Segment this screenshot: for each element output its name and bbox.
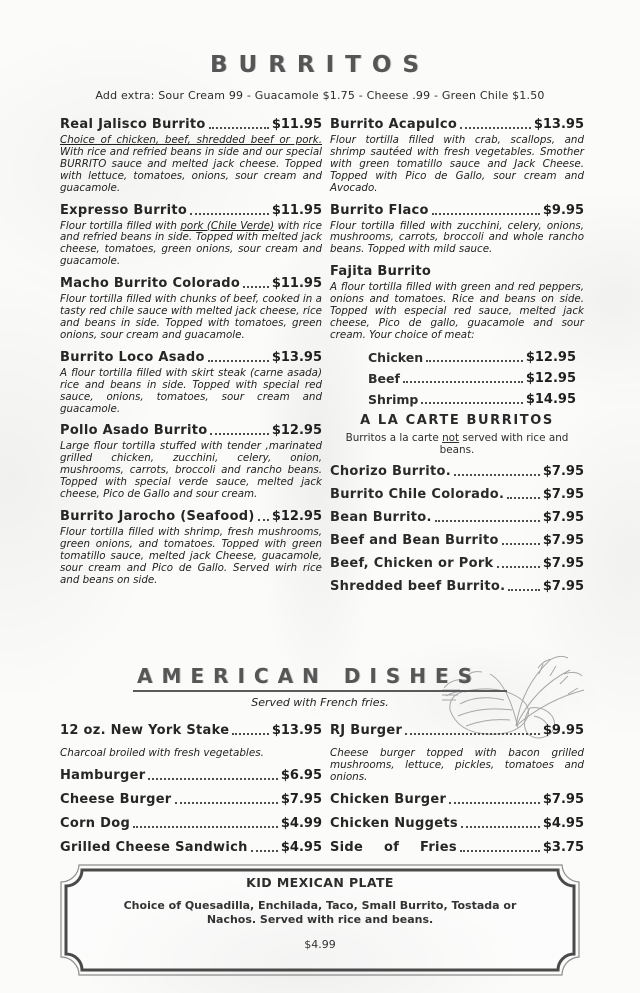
dotted-leader xyxy=(454,474,540,476)
item-name: Shredded beef Burrito. xyxy=(330,579,506,595)
item-name: Burrito Jarocho (Seafood) xyxy=(60,508,255,524)
dotted-leader xyxy=(460,850,540,852)
item-description: A flour tortilla filled with green and red peppers, onions and tomatoes. Rice and beans on side. Topped with especial red sauce, melted jack cheese, Pico de gallo, guacamole and sour cream. Your choice of meat: xyxy=(330,281,584,341)
kid-plate-description: Choice of Quesadilla, Enchilada, Taco, Small Burrito, Tostada or Nachos. Served with rice and beans. xyxy=(123,899,517,926)
item-description: Flour tortilla filled with zucchini, celery, onions, mushrooms, carrots, broccoli and whole rancho beans. Topped with mild sauce. xyxy=(330,219,584,256)
dotted-leader xyxy=(508,589,540,591)
item-name: Cheese Burger xyxy=(60,792,172,807)
dotted-leader xyxy=(258,519,269,521)
item-price: $3.75 xyxy=(542,840,584,855)
alc-item-burrito-chile-colorado xyxy=(330,487,584,502)
menu-item-burrito-acapulco xyxy=(330,117,584,195)
a-la-carte-title: A LA CARTE BURRITOS xyxy=(360,412,554,428)
item-name: Beef, Chicken or Pork xyxy=(330,556,494,572)
underlined-phrase: not xyxy=(442,431,460,444)
item-price: $4.95 xyxy=(280,840,322,855)
menu-item-cheese-burger xyxy=(60,792,322,807)
item-name: Beef and Bean Burrito xyxy=(330,533,499,549)
menu-item-burrito-jarocho xyxy=(60,509,322,587)
item-price: $7.95 xyxy=(542,579,584,595)
menu-item-grilled-cheese-sandwich xyxy=(60,840,322,855)
item-row xyxy=(60,276,322,291)
american-dishes-subtitle: Served with French fries. xyxy=(251,696,389,709)
underlined-phrase: Choice of chicken, beef, shredded beef or pork. xyxy=(60,134,322,146)
option-name: Chicken xyxy=(368,349,424,365)
item-row xyxy=(60,423,322,438)
item-name: Hamburger xyxy=(60,768,146,783)
item-name: Burrito Chile Colorado. xyxy=(330,487,505,503)
item-name: Bean Burrito. xyxy=(330,510,432,526)
alc-item-bean-burrito xyxy=(330,510,584,525)
item-name: Burrito Loco Asado xyxy=(60,349,205,365)
menu-item-burrito-loco-asado xyxy=(60,350,322,416)
item-name: Chorizo Burrito. xyxy=(330,464,451,480)
item-name: Burrito Flaco xyxy=(330,202,429,218)
menu-item-corn-dog xyxy=(60,816,322,831)
item-row xyxy=(330,723,584,738)
option-price: $12.95 xyxy=(525,349,576,365)
dotted-leader xyxy=(232,733,269,735)
alc-item-chorizo-burrito xyxy=(330,464,584,479)
menu-item-side-of-fries xyxy=(330,840,584,855)
item-price: $4.99 xyxy=(280,816,322,831)
item-name: Real Jalisco Burrito xyxy=(60,117,206,132)
description-text: Flour tortilla filled with xyxy=(60,219,181,232)
item-price: $7.95 xyxy=(542,464,584,480)
dotted-leader xyxy=(426,360,523,362)
dotted-leader xyxy=(507,497,540,499)
item-price: $4.95 xyxy=(542,816,584,831)
a-la-carte-note xyxy=(330,433,584,457)
item-price: $7.95 xyxy=(542,533,584,549)
item-description: Flour tortilla filled with chunks of beef, cooked in a tasty red chile sauce with melted jack cheese, rice and beans in side. Topped with tomatoes, green onions, sour cream and guacamole. xyxy=(60,293,322,341)
kid-mexican-plate-box xyxy=(58,862,582,978)
item-row xyxy=(60,350,322,365)
menu-item-fajita-burrito xyxy=(330,264,584,407)
dotted-leader xyxy=(208,360,269,362)
item-description: Large flour tortilla stuffed with tender ,marinated grilled chicken, zucchini, celery, onion, mushrooms, carrots, broccoli and rancho beans. Topped with special verde sauce, melted jack cheese, Pico de Gallo and sour cream. xyxy=(60,440,322,501)
dotted-leader xyxy=(243,286,269,288)
dotted-leader xyxy=(432,213,540,215)
item-price: $13.95 xyxy=(533,117,584,132)
dotted-leader xyxy=(502,543,540,545)
item-price: $7.95 xyxy=(542,792,584,807)
add-extra-note: Add extra: Sour Cream 99 - Guacamole $1.75 - Cheese .99 - Green Chile $1.50 xyxy=(95,89,545,102)
item-name: Pollo Asado Burrito xyxy=(60,423,208,439)
menu-item-pollo-asado-burrito xyxy=(60,423,322,501)
burritos-header xyxy=(0,52,640,102)
menu-item-new-york-stake xyxy=(60,723,322,759)
note-text: served with rice and beans. xyxy=(439,431,569,456)
menu-item-rj-burger xyxy=(330,723,584,783)
dotted-leader xyxy=(405,733,540,735)
american-dishes-section-title: AMERICAN DISHES xyxy=(133,664,507,692)
item-name: Expresso Burrito xyxy=(60,202,188,218)
item-name: Grilled Cheese Sandwich xyxy=(60,840,248,855)
kid-plate-title: KID MEXICAN PLATE xyxy=(246,875,394,890)
option-name: Beef xyxy=(368,370,400,386)
dotted-leader xyxy=(251,850,278,852)
alc-item-beef-chicken-or-pork xyxy=(330,556,584,571)
item-price: $9.95 xyxy=(542,202,584,218)
burritos-section-title: BURRITOS xyxy=(210,52,430,78)
dotted-leader xyxy=(461,826,540,828)
description-text: with rice and refried beans in side. Topped with melted jack cheese, tomatoes, green onions, sour cream and guacamole. xyxy=(60,219,323,268)
item-description: Charcoal broiled with fresh vegetables. xyxy=(60,747,264,759)
item-description: A flour tortilla filled with skirt steak (carne asada) rice and beans in side. Topped with special red sauce, onions, tomatoes, sour cream and guacamole. xyxy=(60,366,322,415)
item-price: $13.95 xyxy=(271,723,322,738)
item-row xyxy=(60,509,322,524)
dotted-leader xyxy=(460,127,531,129)
item-description xyxy=(60,221,322,269)
note-text: Burritos a la carte xyxy=(345,431,443,444)
american-left-column xyxy=(60,723,322,864)
dotted-leader xyxy=(133,826,278,828)
item-price: $11.95 xyxy=(271,202,322,218)
item-name: Chicken Nuggets xyxy=(330,816,458,831)
item-row xyxy=(60,203,322,218)
option-price: $12.95 xyxy=(525,370,576,386)
menu-item-burrito-flaco xyxy=(330,203,584,257)
item-row xyxy=(330,203,584,218)
alc-item-shredded-beef-burrito xyxy=(330,579,584,594)
option-name: Shrimp xyxy=(368,391,419,407)
burritos-left-column xyxy=(60,117,322,594)
item-name: 12 oz. New York Stake xyxy=(60,723,230,738)
item-description: Cheese burger topped with bacon grilled mushrooms, lettuce, pickles, tomatoes and onions. xyxy=(330,747,584,783)
item-name: Burrito Acapulco xyxy=(330,117,458,132)
item-row xyxy=(330,117,584,132)
item-price: $13.95 xyxy=(271,349,322,365)
item-price: $12.95 xyxy=(271,508,322,524)
item-price: $7.95 xyxy=(280,792,322,807)
item-name: Chicken Burger xyxy=(330,792,447,807)
menu-item-hamburger xyxy=(60,768,322,783)
underlined-phrase: pork (Chile Verde) xyxy=(180,219,275,232)
item-row xyxy=(60,117,322,132)
dotted-leader xyxy=(449,802,540,804)
fajita-option-shrimp xyxy=(368,392,576,407)
fajita-option-beef xyxy=(368,371,576,386)
menu-item-chicken-nuggets xyxy=(330,816,584,831)
description-text: With rice and refried beans in side and our special BURRITO sauce and melted jack cheese. Topped with lettuce, tomatoes, onions, sour cream and guacamole. xyxy=(60,145,322,194)
menu-item-real-jalisco-burrito xyxy=(60,117,322,195)
alc-item-beef-and-bean-burrito xyxy=(330,533,584,548)
dotted-leader xyxy=(190,213,269,215)
item-name: Corn Dog xyxy=(60,816,131,831)
item-price: $6.95 xyxy=(280,768,322,783)
item-description xyxy=(60,135,322,195)
menu-item-macho-burrito-colorado xyxy=(60,276,322,342)
menu-item-expresso-burrito xyxy=(60,203,322,269)
fajita-option-chicken xyxy=(368,350,576,365)
dotted-leader xyxy=(403,381,523,383)
american-dishes-header xyxy=(0,664,640,709)
kid-plate-content xyxy=(58,862,582,951)
item-price: $7.95 xyxy=(542,487,584,503)
dotted-leader xyxy=(175,802,278,804)
item-price: $11.95 xyxy=(271,276,322,292)
item-description: Flour tortilla filled with shrimp, fresh mushrooms, green onions, and tomatoes. Topped with green tomatillo sauce, melted jack Cheese, guacamole, sour cream and Pico de Gallo. Served wirh rice and beans on side. xyxy=(60,525,322,586)
item-price: $7.95 xyxy=(542,556,584,572)
item-row xyxy=(60,723,322,738)
kid-plate-price: $4.99 xyxy=(304,938,336,951)
dotted-leader xyxy=(435,520,540,522)
item-price: $7.95 xyxy=(542,510,584,526)
option-price: $14.95 xyxy=(525,391,576,407)
item-name: Macho Burrito Colorado xyxy=(60,276,241,292)
item-name: Side of Fries xyxy=(330,840,457,855)
dotted-leader xyxy=(209,127,269,129)
item-name: Fajita Burrito xyxy=(330,264,432,280)
a-la-carte-subsection xyxy=(330,413,584,595)
item-price: $11.95 xyxy=(271,117,322,132)
item-price: $12.95 xyxy=(271,423,322,439)
american-right-column xyxy=(330,723,584,864)
item-description: Flour tortilla filled with crab, scallops, and shrimp sautéed with fresh vegetables. Smother with green tomatillo sauce and Jack Cheese. Topped with Pico de Gallo, sour cream and Avocado. xyxy=(330,134,584,194)
dotted-leader xyxy=(210,433,268,435)
item-price: $9.95 xyxy=(542,723,584,738)
menu-item-chicken-burger xyxy=(330,792,584,807)
dotted-leader xyxy=(421,402,523,404)
dotted-leader xyxy=(497,566,540,568)
dotted-leader xyxy=(148,778,277,780)
item-row xyxy=(330,264,584,279)
item-name: RJ Burger xyxy=(330,723,403,738)
burritos-right-column xyxy=(330,117,584,602)
